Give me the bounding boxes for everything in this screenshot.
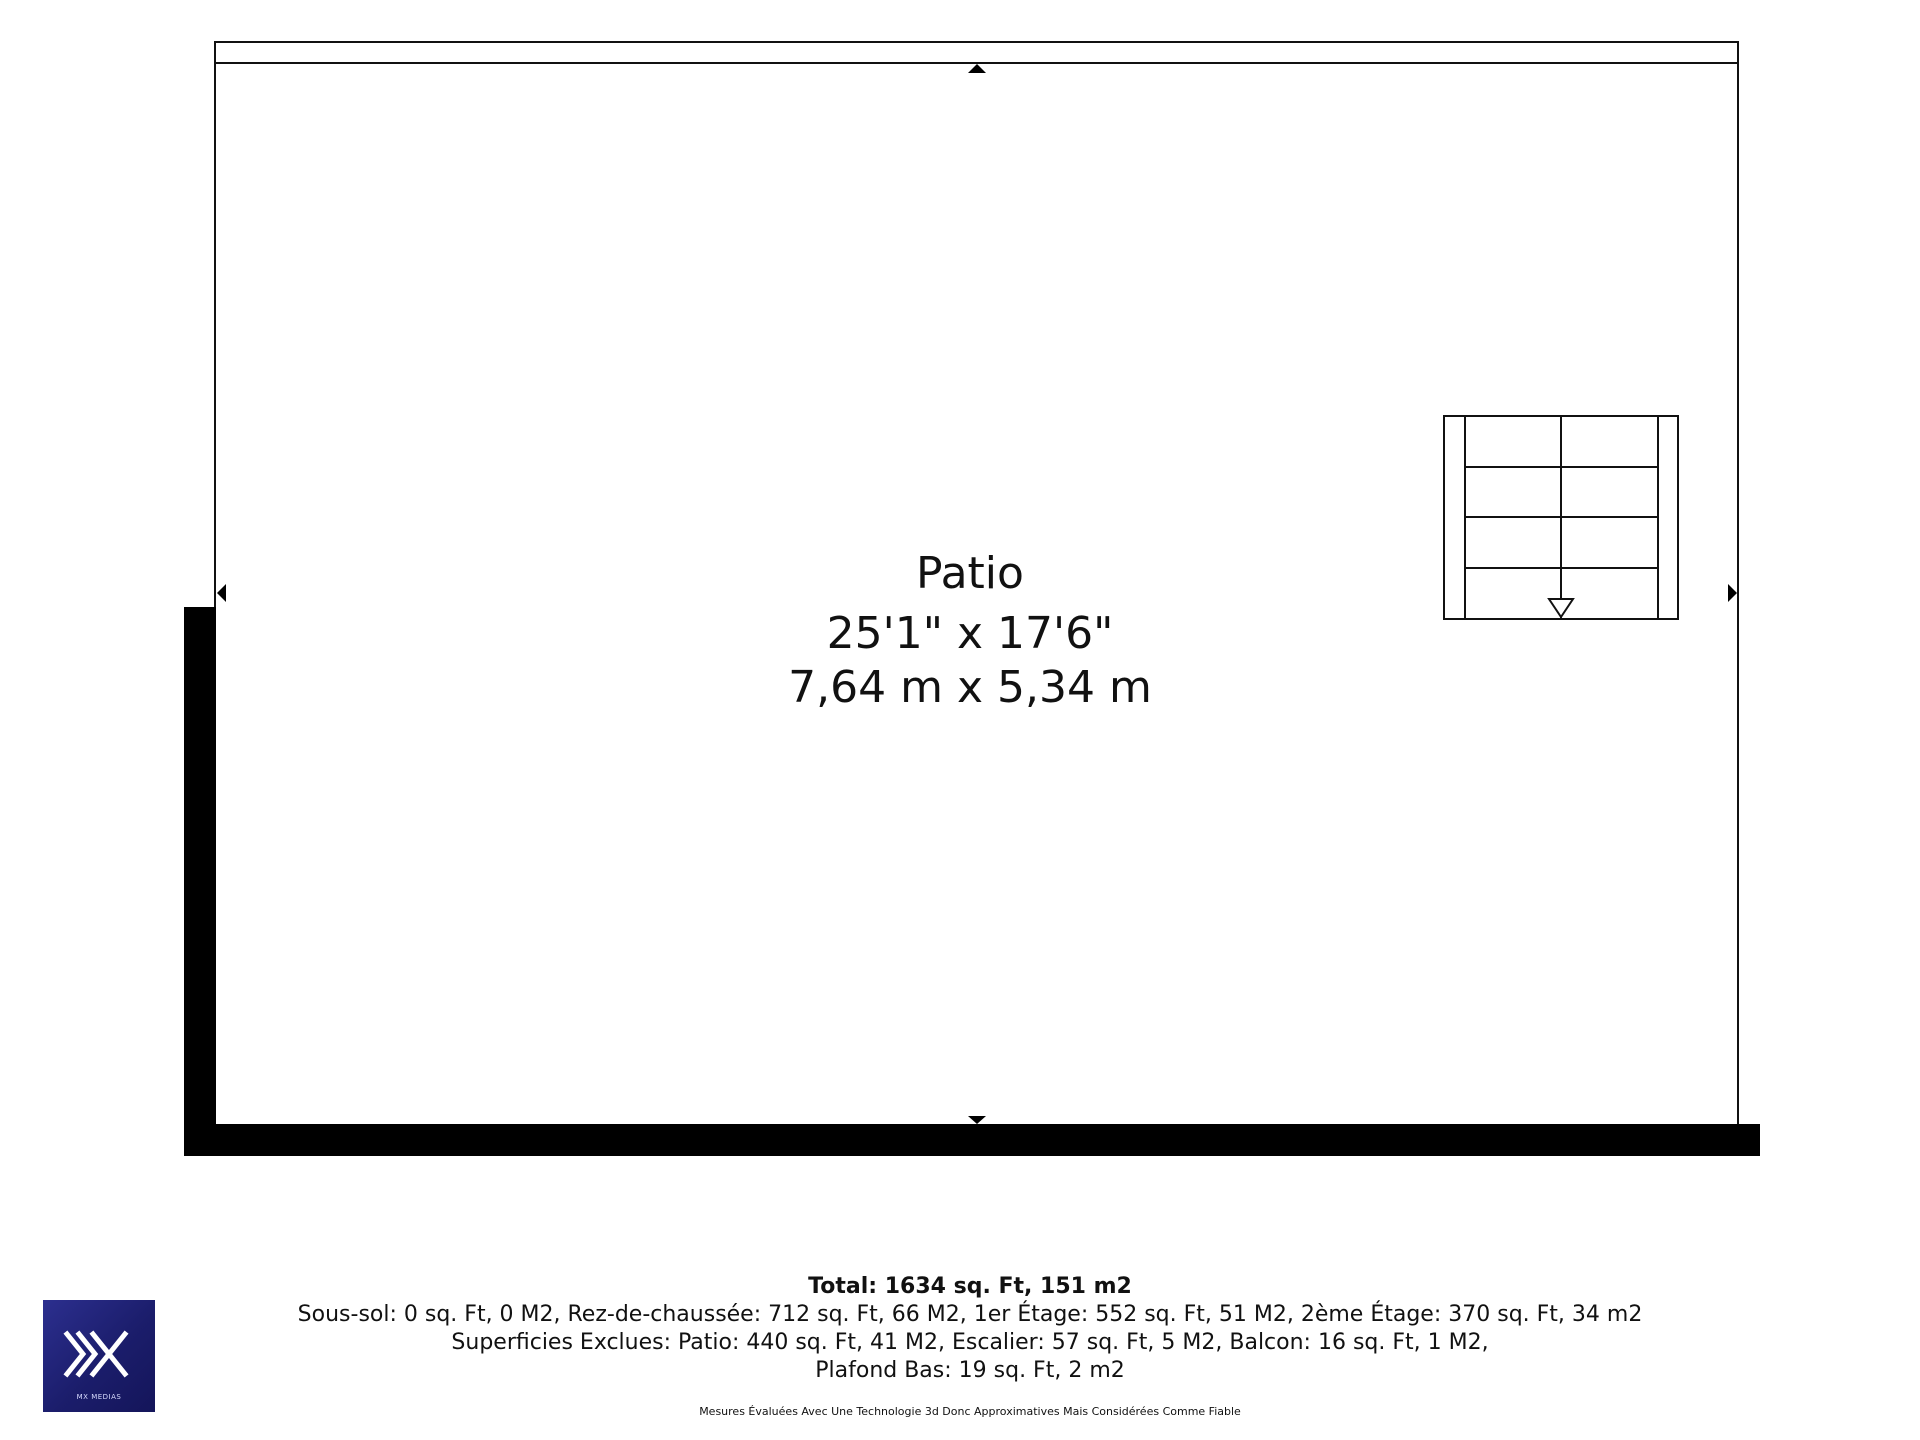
low-ceiling-area: Plafond Bas: 19 sq. Ft, 2 m2	[815, 1358, 1125, 1383]
excluded-areas: Superficies Exclues: Patio: 440 sq. Ft, 41 M2, Escalier: 57 sq. Ft, 5 M2, Balcon: 16 sq. Ft, 1 M2,	[451, 1330, 1489, 1355]
floor-areas: Sous-sol: 0 sq. Ft, 0 M2, Rez-de-chaussée: 712 sq. Ft, 66 M2, 1er Étage: 552 sq. Ft, 51 M2, 2ème Étage: 370 sq. Ft, 34 m2	[297, 1302, 1643, 1327]
logo-text: MX MEDIAS	[76, 1393, 122, 1401]
room-dimensions-metric: 7,64 m x 5,34 m	[788, 662, 1152, 713]
bottom-thick-wall	[184, 1124, 1760, 1156]
total-area: Total: 1634 sq. Ft, 151 m2	[808, 1274, 1132, 1299]
mx-medias-logo	[43, 1300, 155, 1412]
area-summary	[200, 1273, 1740, 1385]
top-dimension-marker	[968, 64, 986, 73]
left-dimension-marker	[217, 584, 226, 602]
staircase	[1444, 416, 1678, 619]
bottom-dimension-marker	[968, 1116, 986, 1124]
left-thick-wall	[184, 607, 216, 1156]
room-dimensions-imperial: 25'1" x 17'6"	[826, 608, 1114, 659]
room-name: Patio	[916, 548, 1024, 599]
right-dimension-marker	[1728, 584, 1737, 602]
stair-direction-arrow-icon	[1549, 599, 1573, 617]
top-railing	[215, 42, 1738, 63]
measurement-disclaimer: Mesures Évaluées Avec Une Technologie 3d Donc Approximatives Mais Considérées Comme Fiable	[699, 1405, 1241, 1418]
